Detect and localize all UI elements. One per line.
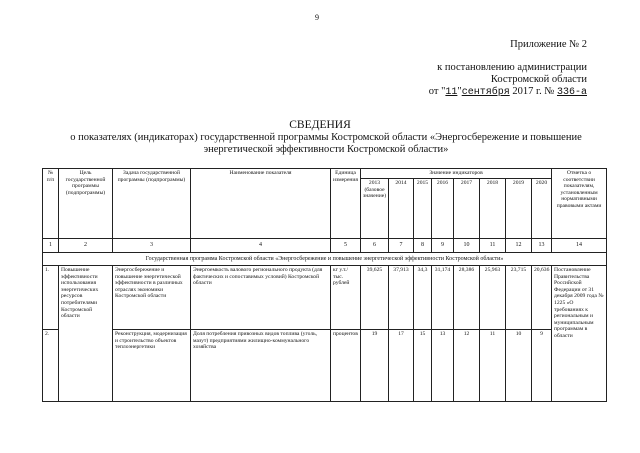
region-name: Костромской области: [490, 74, 587, 85]
column-number: 1: [43, 239, 59, 253]
row-no: 1.: [43, 266, 59, 330]
row-value: 17: [389, 330, 414, 402]
document-title: СВЕДЕНИЯ: [289, 119, 351, 131]
row-unit: процентов: [331, 330, 361, 402]
row-value: 28,386: [454, 266, 480, 330]
row-value: 15: [414, 330, 432, 402]
column-number: 13: [532, 239, 552, 253]
row-indicator: Доля потребления привозных видов топлива (уголь, мазут) предприятиями жилищно-коммунального хозяйства: [191, 330, 331, 402]
header-year: 2014: [389, 179, 414, 239]
header-year: 2018: [480, 179, 506, 239]
header-task: Задача государственной программы (подпрограммы): [113, 169, 191, 239]
decree-month: сентября: [461, 87, 510, 98]
row-value: 13: [432, 330, 454, 402]
page-number: 9: [315, 13, 319, 22]
column-number: 2: [59, 239, 113, 253]
appendix-title: Приложение № 2: [510, 39, 587, 50]
row-value: 20,636: [532, 266, 552, 330]
row-value: 12: [454, 330, 480, 402]
row-goal: Повышение эффективности использования энергетических ресурсов потребителями Костромской области: [59, 266, 113, 402]
decree-reference: к постановлению администрации: [437, 62, 587, 73]
column-number: 8: [414, 239, 432, 253]
column-number: 10: [454, 239, 480, 253]
row-value: 37,913: [389, 266, 414, 330]
date-mid: ": [457, 86, 462, 97]
row-no: 2.: [43, 330, 59, 402]
row-value: 31,174: [432, 266, 454, 330]
program-row: [43, 253, 607, 266]
row-indicator: Энергоемкость валового регионального продукта (для фактических и сопоставимых условий) Костромской области: [191, 266, 331, 330]
decree-date-line: [429, 86, 587, 98]
header-basis: Отметка о соответствии показателям, установленным нормативными правовыми актами: [552, 169, 607, 239]
column-number: 12: [506, 239, 532, 253]
row-unit: кг у.т./тыс. рублей: [331, 266, 361, 330]
date-prefix: от ": [428, 86, 446, 97]
row-value: 23,715: [506, 266, 532, 330]
header-no: № п/п: [43, 169, 59, 239]
date-year: 2017 г. №: [509, 86, 557, 97]
header-year: 2019: [506, 179, 532, 239]
header-year: 2020: [532, 179, 552, 239]
column-numbers-row: [43, 239, 607, 253]
column-number: 4: [191, 239, 331, 253]
table-row: [43, 266, 607, 330]
column-number: 9: [432, 239, 454, 253]
header-unit: Единица измерения: [331, 169, 361, 239]
column-number: 7: [389, 239, 414, 253]
row-basis: Постановление Правительства Российской Федерации от 31 декабря 2009 года № 1225 «О требованиях к региональным и муниципальным программам в области: [552, 266, 607, 402]
program-name: Государственная программа Костромской области «Энергосбережение и повышение энергетической эффективности Костромской области»: [43, 253, 607, 266]
row-value: 39,625: [361, 266, 389, 330]
header-year: 2017: [454, 179, 480, 239]
row-value: 19: [361, 330, 389, 402]
header-goal: Цель государственной программы (подпрограммы): [59, 169, 113, 239]
header-indicator: Наименование показателя: [191, 169, 331, 239]
column-number: 11: [480, 239, 506, 253]
decree-day: 11: [445, 87, 458, 98]
column-number: 3: [113, 239, 191, 253]
row-value: 25,963: [480, 266, 506, 330]
decree-number: 336-а: [556, 87, 587, 98]
row-value: 34,3: [414, 266, 432, 330]
column-number: 14: [552, 239, 607, 253]
column-number: 6: [361, 239, 389, 253]
row-task: Реконструкция, модернизация и строительство объектов теплоэнергетики: [113, 330, 191, 402]
column-number: 5: [331, 239, 361, 253]
table-row: [43, 330, 607, 402]
row-value: 11: [480, 330, 506, 402]
header-year: 2016: [432, 179, 454, 239]
row-value: 9: [532, 330, 552, 402]
indicators-table: [42, 168, 607, 402]
header-year: 2015: [414, 179, 432, 239]
row-value: 10: [506, 330, 532, 402]
row-task: Энергосбережение и повышение энергетической эффективности в различных отраслях экономики Костромской области: [113, 266, 191, 330]
header-values: Значение индикаторов: [361, 169, 552, 179]
document-subtitle: о показателях (индикаторах) государственной программы Костромской области «Энергосбережение и повышение энергетической эффективности Костромской области»: [70, 132, 582, 155]
header-year: 2013 (базовое значение): [361, 179, 389, 239]
